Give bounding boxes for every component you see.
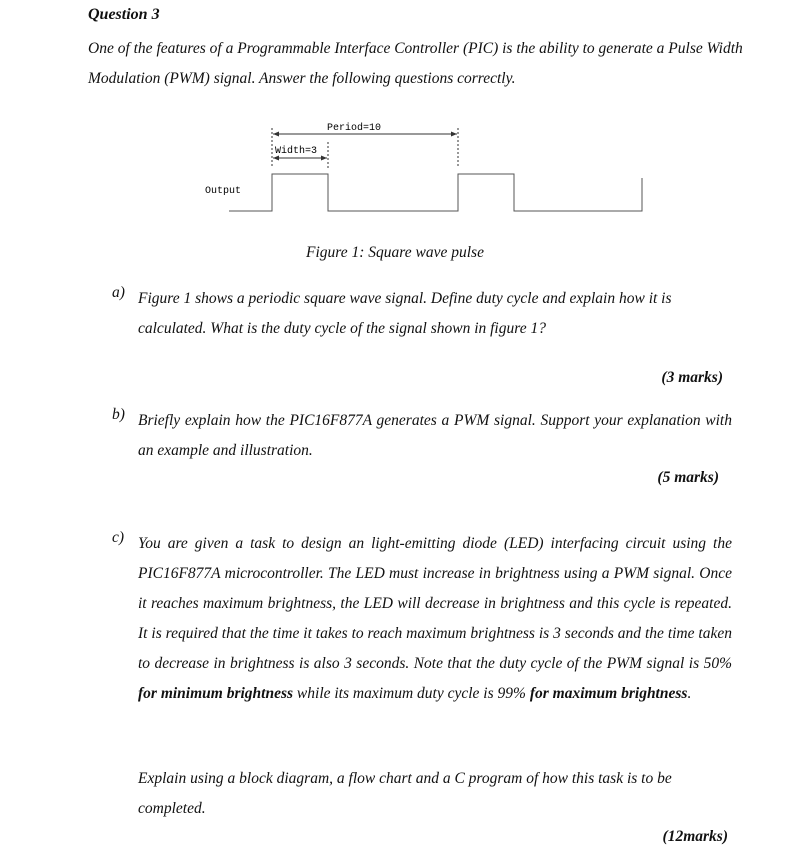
question-title: Question 3 bbox=[88, 6, 160, 23]
part-c-marks: (12marks) bbox=[662, 828, 728, 845]
square-wave-figure bbox=[195, 116, 655, 216]
part-b-marks: (5 marks) bbox=[657, 469, 719, 486]
part-c-letter: c) bbox=[112, 529, 125, 546]
part-c-bold-1: for minimum brightness bbox=[138, 685, 294, 702]
square-wave-trace bbox=[229, 174, 642, 211]
question-intro: One of the features of a Programmable Interface Controller (PIC) is the ability to generate a Pulse Width Modulation (PWM) signal. Answer the following questions correctly. bbox=[88, 40, 743, 87]
width-label: Width=3 bbox=[275, 146, 318, 157]
part-c-text-3: . bbox=[687, 685, 692, 702]
part-c-bold-2: for maximum brightness bbox=[529, 685, 688, 702]
part-c-text-1: You are given a task to design an light-emitting diode (LED) interfacing circuit using the PIC16F877A microcontroller. The LED must increase in brightness using a PWM signal. Once it reaches maximum brightness, the LED will decrease in brightness and this cycle is repeated. It is required that the time it takes to reach maximum brightness is 3 seconds and the time taken to decrease in brightness is also 3 seconds. Note that the duty cycle of the PWM signal is 50% bbox=[138, 535, 732, 672]
part-c-text bbox=[138, 529, 732, 709]
part-c-explain: Explain using a block diagram, a flow chart and a C program of how this task is to be completed. bbox=[138, 770, 672, 817]
part-a-text: Figure 1 shows a periodic square wave signal. Define duty cycle and explain how it is calculated. What is the duty cycle of the signal shown in figure 1? bbox=[138, 290, 672, 337]
part-b-text: Briefly explain how the PIC16F877A generates a PWM signal. Support your explanation with an example and illustration. bbox=[138, 412, 732, 459]
part-b-letter: b) bbox=[112, 406, 125, 423]
period-label: Period=10 bbox=[327, 123, 382, 134]
part-c-text-2: while its maximum duty cycle is 99% bbox=[296, 685, 526, 702]
part-a-marks: (3 marks) bbox=[661, 369, 723, 386]
output-label: Output bbox=[205, 186, 242, 197]
part-a-letter: a) bbox=[112, 284, 125, 301]
figure-caption: Figure 1: Square wave pulse bbox=[306, 244, 484, 261]
